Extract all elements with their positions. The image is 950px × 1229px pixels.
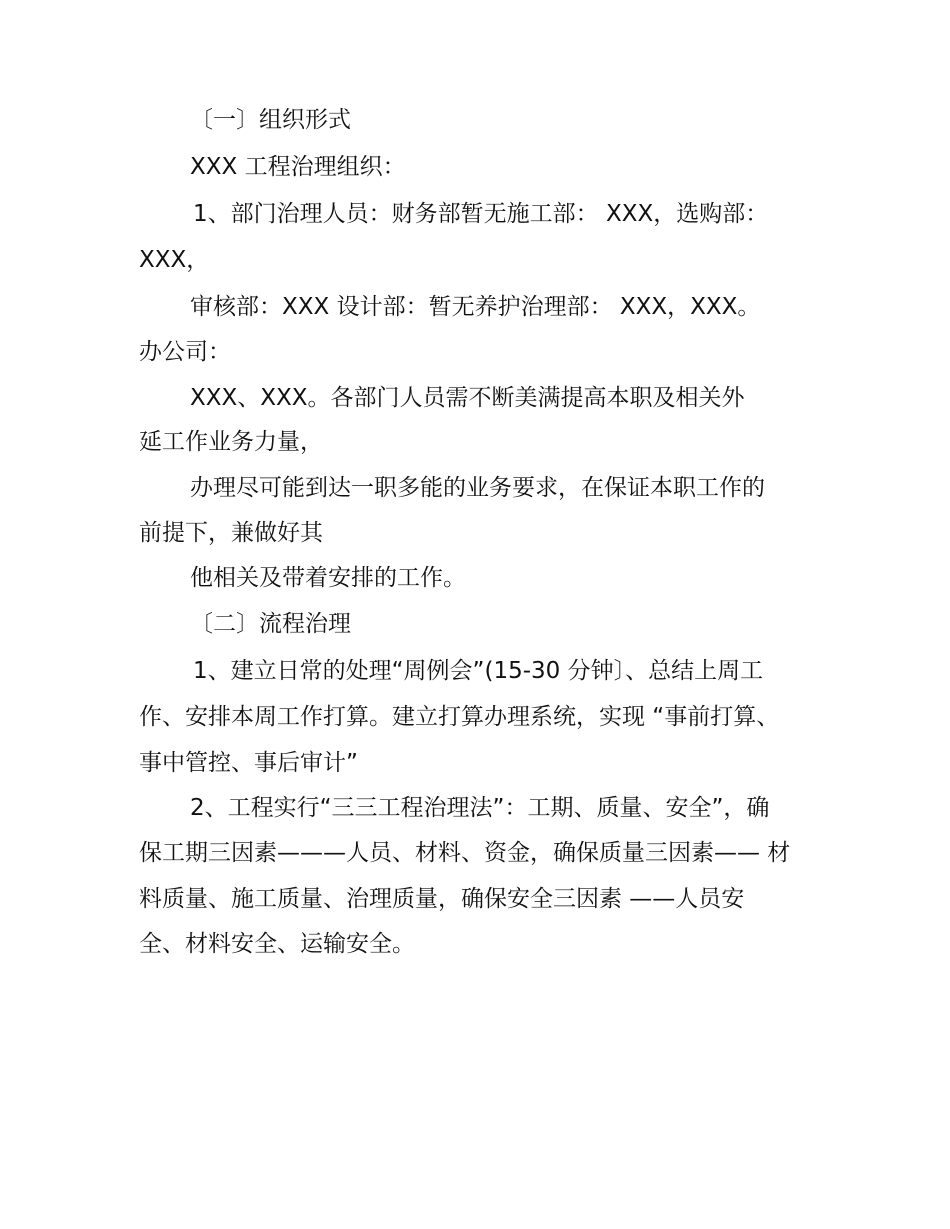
text-line: 办公司： <box>139 339 231 365</box>
text-line: 全、材料安全、运输安全。 <box>139 931 415 957</box>
text-line: 作、安排本周工作打算。建立打算办理系统，实现 “事前打算、 <box>139 704 780 730</box>
text-line: XXX、XXX。各部门人员需不断美满提高本职及相关外 <box>190 385 745 411</box>
text-line: 1、建立日常的处理“周例会”(15-30 分钟〕、总结上周工 <box>193 658 764 684</box>
text-line: 料质量、施工质量、治理质量，确保安全三因素 ——人员安 <box>139 886 745 912</box>
section-heading-organization: 〔一〕组织形式 <box>190 107 351 133</box>
text-line: 办理尽可能到达一职多能的业务要求，在保证本职工作的 <box>190 475 765 501</box>
section-heading-process: 〔二〕流程治理 <box>190 611 351 637</box>
text-line: XXX， <box>139 247 210 273</box>
text-line: 延工作业务力量， <box>139 429 323 455</box>
text-line: 事中管控、事后审计” <box>139 750 358 776</box>
text-line: 1、部门治理人员：财务部暂无施工部： XXX，选购部： <box>193 201 769 227</box>
text-line: 前提下，兼做好其 <box>139 520 323 546</box>
text-line: 审核部：XXX 设计部：暂无养护治理部： XXX，XXX。 <box>190 294 761 320</box>
text-line: 他相关及带着安排的工作。 <box>190 565 466 591</box>
text-line: 保工期三因素———人员、材料、资金，确保质量三因素—— 材 <box>139 840 791 866</box>
text-line: 2、工程实行“三三工程治理法”：工期、质量、安全”，确 <box>190 795 770 821</box>
text-line: XXX 工程治理组织： <box>190 154 406 180</box>
